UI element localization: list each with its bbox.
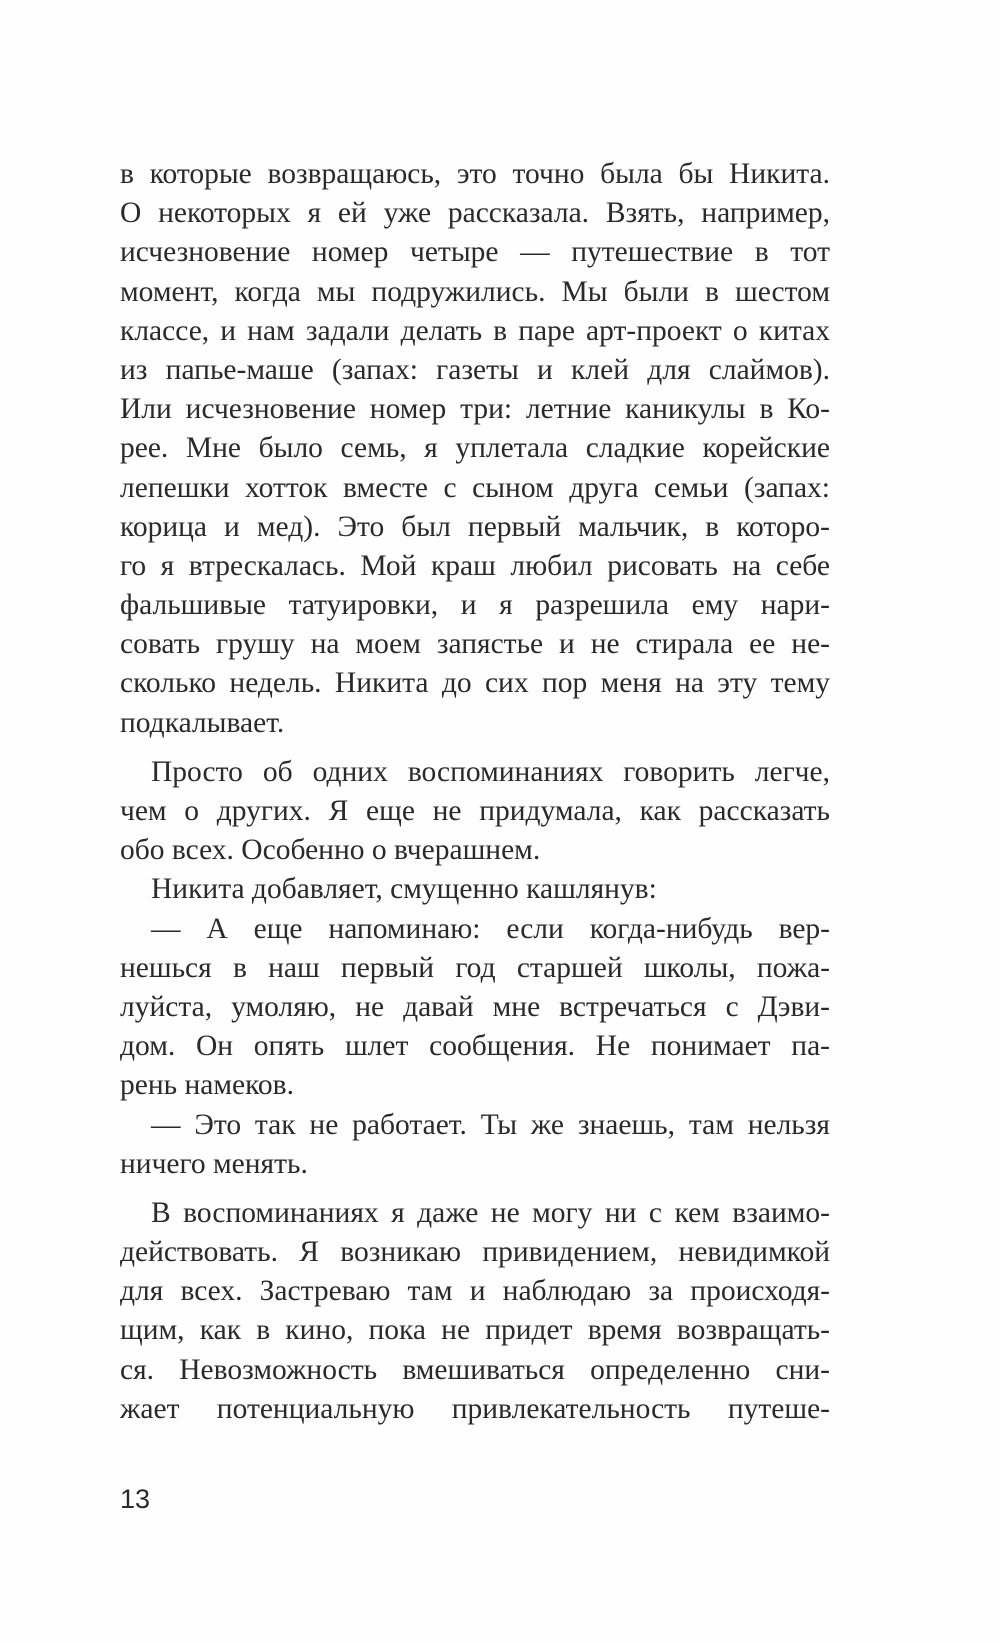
text-line: ничего менять.	[120, 1147, 308, 1180]
body-text	[120, 155, 830, 1429]
text-line: момент, когда мы подружились. Мы были в шестом	[120, 275, 830, 308]
paragraph	[120, 1194, 830, 1429]
paragraph	[120, 910, 830, 1106]
text-line: — А еще напоминаю: если когда-нибудь вер-	[151, 912, 830, 945]
text-line: из папье-маше (запах: газеты и клей для слаймов).	[120, 353, 830, 386]
text-line: В воспоминаниях я даже не могу ни с кем взаимо-	[151, 1196, 830, 1229]
text-line: го я втрескалась. Мой краш любил рисовать на себе	[120, 549, 830, 582]
text-line: сколько недель. Никита до сих пор меня на эту тему	[120, 667, 830, 700]
text-line: лепешки хотток вместе с сыном друга семьи (запах:	[120, 471, 830, 504]
paragraph	[120, 753, 830, 871]
text-line: Или исчезновение номер три: летние каникулы в Ко-	[120, 393, 830, 426]
paragraph	[120, 155, 830, 743]
text-line: рень намеков.	[120, 1069, 294, 1102]
text-line: нешься в наш первый год старшей школы, пожа-	[120, 951, 830, 984]
paragraph	[120, 1106, 830, 1184]
text-line: — Это так не работает. Ты же знаешь, там нельзя	[151, 1108, 830, 1141]
text-line: обо всех. Особенно о вчерашнем.	[120, 834, 541, 867]
text-line: для всех. Застреваю там и наблюдаю за происходя-	[120, 1275, 830, 1308]
text-line: классе, и нам задали делать в паре арт-проект о китах	[120, 314, 830, 347]
text-line: подкалывает.	[120, 706, 285, 739]
page-number: 13	[120, 1484, 151, 1514]
text-line: Никита добавляет, смущенно кашлянув:	[151, 873, 657, 906]
text-line: совать грушу на моем запястье и не стирала ее не-	[120, 628, 830, 661]
text-line: фальшивые татуировки, и я разрешила ему нари-	[120, 589, 830, 622]
text-line: рее. Мне было семь, я уплетала сладкие корейские	[120, 432, 830, 465]
text-line: щим, как в кино, пока не придет время возвращать-	[120, 1314, 830, 1347]
text-line: исчезновение номер четыре — путешествие в тот	[120, 236, 830, 269]
text-line: в которые возвращаюсь, это точно была бы Никита.	[120, 158, 830, 190]
paragraph	[120, 870, 830, 909]
text-line: корица и мед). Это был первый мальчик, в которо-	[120, 510, 830, 543]
text-line: ся. Невозможность вмешиваться определенно сни-	[120, 1353, 830, 1386]
text-line: луйста, умоляю, не давай мне встречаться с Дэви-	[120, 990, 830, 1023]
text-line: дом. Он опять шлет сообщения. Не понимает па-	[120, 1030, 830, 1063]
text-line: жает потенциальную привлекательность путеше-	[120, 1392, 830, 1425]
text-line: чем о других. Я еще не придумала, как рассказать	[120, 795, 830, 827]
text-line: О некоторых я ей уже рассказала. Взять, например,	[120, 197, 830, 230]
text-line: действовать. Я возникаю привидением, невидимкой	[120, 1236, 830, 1269]
text-line: Просто об одних воспоминаниях говорить легче,	[151, 755, 830, 788]
